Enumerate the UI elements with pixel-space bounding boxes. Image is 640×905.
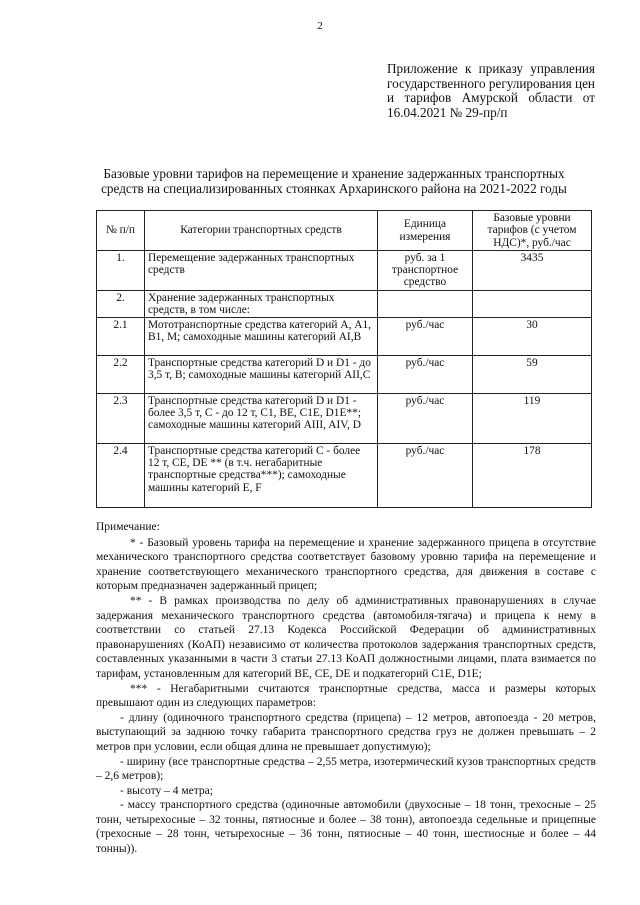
row-num: 2.2	[97, 356, 145, 394]
row-category: Транспортные средства категорий D и D1 - более 3,5 т, С - до 12 т, С1, BE, C1E, D1E**; самоходные машины категорий AIII, AIV, D	[145, 394, 378, 444]
row-value	[473, 290, 592, 317]
notes-heading: Примечание:	[96, 521, 160, 533]
row-category: Мототранспортные средства категорий А, А1, В1, М; самоходные машины категорий AI,B	[145, 318, 378, 356]
table-row	[97, 356, 592, 394]
note-paragraph: * - Базовый уровень тарифа на перемещение и хранение задержанного прицепа в отсутствие механического транспортного средства соответствует базовому уровню тарифа на перемещение и хранение соответствующего механического транспортного средства, для движения в составе с которым предназначен задержанный прицеп;	[96, 536, 596, 593]
page-number: 2	[317, 20, 323, 32]
row-unit	[378, 290, 473, 317]
row-unit: руб./час	[378, 444, 473, 508]
row-category: Транспортные средства категорий С - более 12 т, CE, DE ** (в т.ч. негабаритные транспортные средства***); самоходные машины категорий Е, F	[145, 444, 378, 508]
tariff-table	[96, 210, 592, 508]
note-paragraph: ** - В рамках производства по делу об административных правонарушениях в случае задержания механического транспортного средства (автомобиля-тягача) и прицепа к нему в соответствии со статьей 27.13 Кодекса Российской Федерации об административных правонарушениях (КоАП) независимо от количества протоколов задержания транспортных средств, составленных указанными в части 3 статьи 27.13 КоАП должностными лицами, плата взимается по тарифам, установленным для категорий BE, CE, DE и подкатегорий C1E, D1E;	[96, 594, 596, 680]
row-value: 178	[473, 444, 592, 508]
row-value: 119	[473, 394, 592, 444]
header-num: № п/п	[97, 211, 145, 251]
row-num: 2.1	[97, 318, 145, 356]
row-category: Хранение задержанных транспортных средств, в том числе:	[145, 290, 378, 317]
row-unit: руб./час	[378, 394, 473, 444]
row-unit: руб./час	[378, 318, 473, 356]
document-title: Базовые уровни тарифов на перемещение и хранение задержанных транспортных средств на специализированных стоянках Архаринского района на 2021-2022 годы	[101, 166, 567, 196]
header-tariff: Базовые уровни тарифов (с учетом НДС)*, руб./час	[473, 211, 592, 251]
header-unit: Единица измерения	[378, 211, 473, 251]
header-category: Категории транспортных средств	[145, 211, 378, 251]
row-num: 2.3	[97, 394, 145, 444]
row-category: Транспортные средства категорий D и D1 - до 3,5 т, В; самоходные машины категорий AII,C	[145, 356, 378, 394]
table-row	[97, 318, 592, 356]
table-header-row	[97, 211, 592, 251]
row-num: 2.4	[97, 444, 145, 508]
notes-section	[96, 520, 596, 857]
note-paragraph: *** - Негабаритными считаются транспортные средства, масса и размеры которых превышают один из следующих параметров:	[96, 682, 596, 710]
table-row	[97, 251, 592, 291]
note-paragraph: - ширину (все транспортные средства – 2,55 метра, изотермический кузов транспортных средств – 2,6 метров);	[96, 755, 596, 783]
row-num: 1.	[97, 251, 145, 291]
row-value: 59	[473, 356, 592, 394]
row-num: 2.	[97, 290, 145, 317]
table-row	[97, 290, 592, 317]
note-paragraph: - длину (одиночного транспортного средства (прицепа) – 12 метров, автопоезда - 20 метров, выступающий за заднюю точку габарита транспортного средства груз не должен превышать – 2 метров при условии, если общая длина не превышает допустимую);	[96, 711, 596, 753]
note-paragraph: - высоту – 4 метра;	[120, 784, 213, 797]
row-value: 30	[473, 318, 592, 356]
appendix-header: Приложение к приказу управления государственного регулирования цен и тарифов Амурской области от 16.04.2021 № 29-пр/п	[387, 61, 595, 120]
table-row	[97, 394, 592, 444]
row-value: 3435	[473, 251, 592, 291]
row-category: Перемещение задержанных транспортных средств	[145, 251, 378, 291]
row-unit: руб./час	[378, 356, 473, 394]
table-row	[97, 444, 592, 508]
row-unit: руб. за 1 транспортное средство	[378, 251, 473, 291]
note-paragraph: - массу транспортного средства (одиночные автомобили (двухосные – 18 тонн, трехосные – 25 тонн, четырехосные – 32 тонны, пятиосные и более – 38 тонн), автопоезда седельные и прицепные (трехосные – 28 тонн, четырехосные – 36 тонн, пятиосные – 40 тонн, шестиосные и более – 44 тонны)).	[96, 799, 596, 856]
